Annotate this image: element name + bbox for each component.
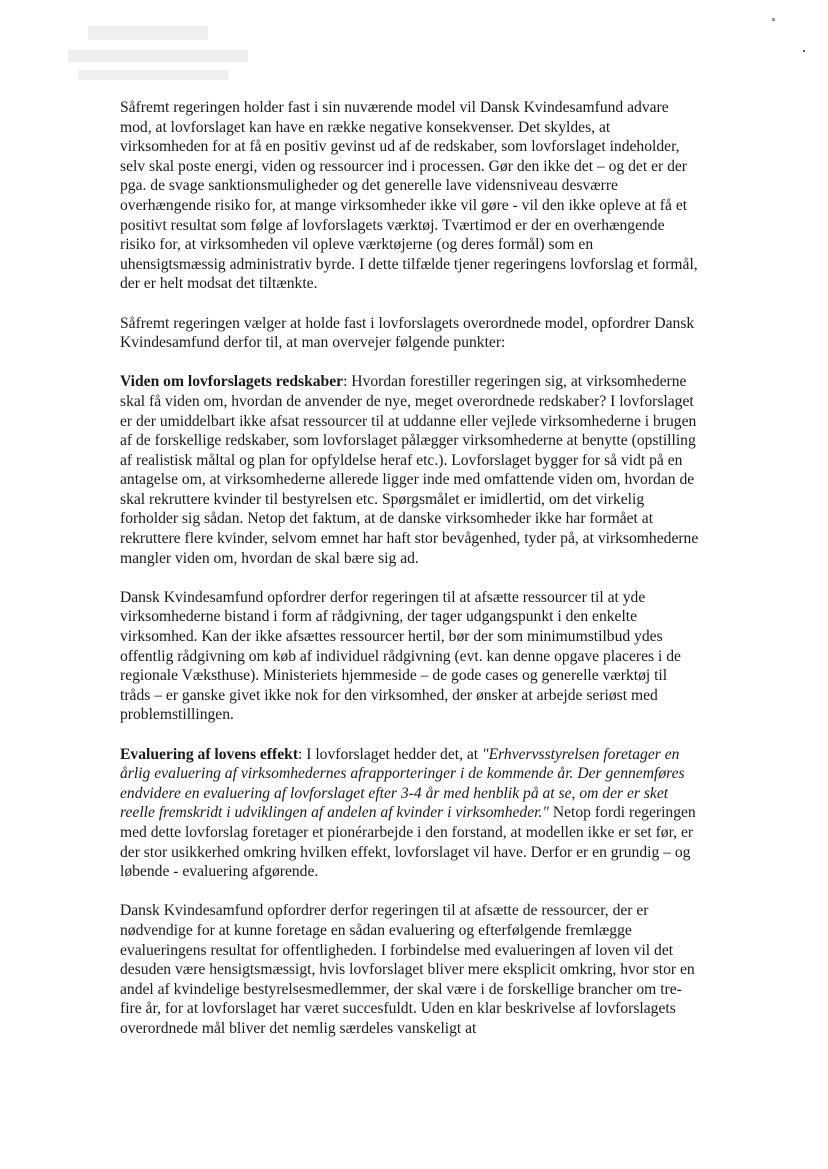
section-knowledge-of-tools [120,372,700,568]
section-quote: "Erhvervsstyrelsen foretager en årlig evaluering af virksomhedernes afrapporteringer i de kommende år. Der gennemføres endvidere en evaluering af lovforslaget efter 3-4 år med henblik på at se, om der er sket reelle fremskridt i udviklingen af andelen af kvinder i virksomheder." [120,745,685,822]
scan-speck [803,50,805,52]
section-heading: Evaluering af lovens effekt [120,745,299,763]
paragraph-recommendations-intro: Såfremt regeringen vælger at holde fast i lovforslagets overordnede model, opfordrer Dansk Kvindesamfund derfor til, at man overvejer følgende punkter: [120,314,695,352]
faded-letterhead-watermark [58,18,278,78]
section-intro: : I lovforslaget hedder det, at [298,745,483,763]
document-body [120,98,700,1058]
paragraph-evaluation-resources: Dansk Kvindesamfund opfordrer derfor regeringen til at afsætte de ressourcer, der er nødvendige for at kunne foretage en sådan evaluering og efterfølgende fremlægge evalueringens resultat for offentligheden. I forbindelse med evalueringen af loven vil det desuden være hensigtsmæssigt, hvis lovforslaget bliver mere eksplicit omkring, hvor stor en andel af kvindelige bestyrelsesmedlemmer, der skal være i de forskellige brancher om tre- fire år, for at lovforslaget har været succesfuldt. Uden en klar beskrivelse af lovforslagets overordnede mål bliver det nemlig særdeles vanskeligt at [120,902,695,1037]
section-body: Netop fordi regeringen med dette lovforslag foretager et pionérarbejde i den forstand, at modellen ikke er set før, er der stor usikkerhed omkring hvilken effekt, lovforslaget vil have. Derfor er en grundig – og løbende - evaluering afgørende. [120,804,696,881]
section-body: : Hvordan forestiller regeringen sig, at virksomhederne skal få viden om, hvordan de anvender de nye, meget overordnede redskaber? I lovforslaget er der umiddelbart ikke afsat ressourcer til at uddanne eller vejlede virksomhederne i brugen af de forskellige redskaber, som lovforslaget pålægger virksomhederne at benytte (opstilling af realistisk måltal og plan for opfyldelse heraf etc.). Lovforslaget bygger for så vidt på en antagelse om, at virksomhederne allerede ligger inde med omfattende viden om, hvordan de skal rekruttere kvinder til bestyrelsen etc. Spørgsmålet er imidlertid, om det virkelig forholder sig sådan. Netop det faktum, at de danske virksomheder ikke har formået at rekruttere flere kvinder, selvom emnet har haft stor bevågenhed, tyder på, at virksomhederne mangler viden om, hvordan de skal bære sig ad. [120,373,699,567]
paragraph-model-risks: Såfremt regeringen holder fast i sin nuværende model vil Dansk Kvindesamfund advare mod, at lovforslaget kan have en række negative konsekvenser. Det skyldes, at virksomheden for at få en positiv gevinst ud af de redskaber, som lovforslaget indeholder, selv skal poste energi, viden og ressourcer ind i processen. Gør den ikke det – og det er der pga. de svage sanktionsmuligheder og det generelle lave vidensniveau desværre overhængende risiko for, at mange virksomheder ikke vil gøre - vil den ikke opleve at få et positivt resultat som følge af lovforslagets værktøj. Tværtimod er der en overhængende risiko for, at virksomheden vil opleve værktøjerne (og deres formål) som en uhensigtsmæssig administrativ byrde. I dette tilfælde tjener regeringens lovforslag et formål, der er helt modsat det tiltænkte. [120,99,698,293]
paragraph-advisory-resources: Dansk Kvindesamfund opfordrer derfor regeringen til at afsætte ressourcer til at yde virksomhederne bistand i form af rådgivning, der tager udgangspunkt i den enkelte virksomhed. Kan der ikke afsættes ressourcer hertil, bør der som minimumstilbud ydes offentlig rådgivning om køb af individuel rådgivning (evt. kan denne opgave placeres i de regionale Væksthuse). Ministeriets hjemmeside – de gode cases og generelle værktøj til tråds – er ganske givet ikke nok for den virksomhed, der ønsker at arbejde seriøst med problemstillingen. [120,588,681,724]
scan-speck [772,18,775,21]
section-law-evaluation [120,745,700,882]
section-heading: Viden om lovforslagets redskaber [120,373,344,391]
